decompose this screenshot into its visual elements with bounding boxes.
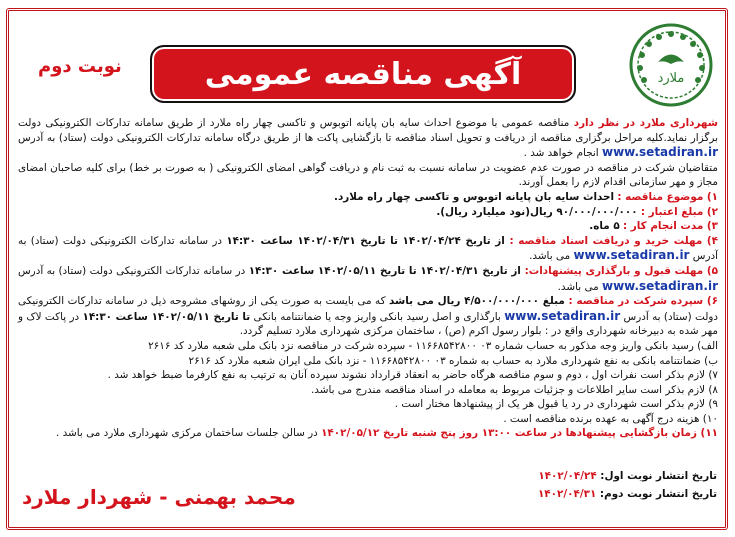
item4-url-link[interactable]: www.setadiran.ir xyxy=(573,248,690,263)
item6-amount: مبلغ ۴/۵۰۰/۰۰۰/۰۰۰ ریال می باشد xyxy=(389,295,569,308)
mayor-signature: محمد بهمنی - شهردار ملارد xyxy=(22,485,296,509)
item11-label: ۱۱) زمان بازگشایی پیشنهادها در ساعت ۱۳:۰۰ روز پنج شنبه تاریخ ۱۴۰۲/۰۵/۱۲ xyxy=(321,427,718,440)
item5-tail: می باشد. xyxy=(557,280,602,293)
item6-text2: بارگذاری و اصل رسید بانکی واریز وجه یا ضمانتنامه بانکی xyxy=(250,310,505,323)
intro-text: مناقصه عمومی با موضوع احداث سایه بان پایانه اتوبوس و تاکسی چهار راه ملارد از طریق سامانه تدارکات الکترونیکی دولت برگزار نماید.کلیه مراحل برگزاری مناقصه از دریافت و تحویل اسناد مناقصه تا بازگشایی پاکت ها از طریق درگاه سامانه تدارکات الکترونیکی دولت (ستاد) به آدرس xyxy=(18,117,718,144)
item6-label: ۶) سپرده شرکت در مناقصه : xyxy=(568,295,719,308)
item2-label: ۲) مبلغ اعتبار : xyxy=(640,205,718,218)
item5-url-link[interactable]: www.setadiran.ir xyxy=(601,278,718,293)
item-budget xyxy=(18,205,718,220)
logo-text: ملارد xyxy=(657,71,685,86)
item2-text: ۹۰/۰۰۰/۰۰۰/۰۰۰ ریال(نود میلیارد ریال). xyxy=(436,205,638,218)
item-purchase-deadline xyxy=(18,234,718,264)
item-deposit-b: ب) ضمانتنامه بانکی به نفع شهرداری ملارد به حساب به شماره ۰۳ ۱۱۶۶۸۵۴۲۸۰۰ - نزد بانک ملی ایران شعبه ملارد کد ۲۶۱۶ xyxy=(188,354,718,367)
item4-text: در سامانه تدارکات الکترونیکی دولت (ستاد) به آدرس xyxy=(18,234,718,263)
date2-label: تاریخ انتشار نوبت دوم: xyxy=(599,488,717,500)
item5-dates: از تاریخ ۱۴۰۲/۰۴/۳۱ تا تاریخ ۱۴۰۲/۰۵/۱۱ ساعت ۱۴:۳۰ xyxy=(248,264,525,277)
second-publication-date xyxy=(538,485,717,503)
title-banner xyxy=(150,45,576,103)
registration-note: متقاضیان شرکت در مناقصه در صورت عدم عضویت در سامانه نسبت به ثبت نام و دریافت گواهی امضای الکترونیکی ( به صورت بر خط) برای کلیه صاحبان امضای مجاز و مهر سازمانی اقدام لازم را بعمل آورند. xyxy=(18,161,718,189)
first-publication-date xyxy=(538,467,717,485)
item5-label: ۵) مهلت قبول و بارگذاری پیشنهادات: xyxy=(524,264,718,277)
item-subject xyxy=(18,190,718,205)
item4-tail: می باشد. xyxy=(529,250,574,263)
intro-tail: انجام خواهد شد . xyxy=(523,147,602,160)
item6-url-link[interactable]: www.setadiran.ir xyxy=(504,308,621,323)
item6-deadline: تا تاریخ ۱۴۰۲/۰۵/۱۱ ساعت ۱۴:۳۰ xyxy=(82,310,251,323)
item3-label: ۳) مدت انجام کار : xyxy=(623,220,718,233)
item-7: ۷) لازم بذکر است نفرات اول ، دوم و سوم مناقصه هرگاه حاضر به انعقاد قرارداد نشوند سپرده آنان به ترتیب به نفع کارفرما ضبط خواهد شد . xyxy=(107,369,718,382)
item5-text: در سامانه تدارکات الکترونیکی دولت (ستاد) به آدرس xyxy=(18,264,249,277)
item4-dates: از تاریخ ۱۴۰۲/۰۴/۲۴ تا تاریخ ۱۴۰۲/۰۴/۳۱ ساعت ۱۴:۳۰ xyxy=(226,234,510,247)
item6-text3: در پاکت لاک و مهر شده به دبیرخانه شهرداری واقع در : بلوار رسول اکرم (ص) ، ساختمان مرکزی شهرداری ملارد تسلیم گردد. xyxy=(18,310,718,338)
notice-title: آگهی مناقصه عمومی xyxy=(204,56,522,92)
intro-paragraph xyxy=(18,116,718,161)
date1-label: تاریخ انتشار نوبت اول: xyxy=(600,470,717,482)
item11-text: در سالن جلسات ساختمان مرکزی شهرداری ملارد می باشد . xyxy=(55,427,322,440)
item-9: ۹) لازم بذکر است شهرداری در رد یا قبول هر یک از پیشنهادها مختار است . xyxy=(394,398,718,411)
item1-label: ۱) موضوع مناقصه : xyxy=(617,190,718,203)
item1-text: احداث سایه بان پایانه اتوبوس و تاکسی چهار راه ملارد. xyxy=(334,190,615,203)
item-deposit xyxy=(18,294,718,339)
publication-dates xyxy=(538,467,717,503)
item-duration xyxy=(18,219,718,234)
item-8: ۸) لازم بذکر است سایر اطلاعات و جزئیات مربوط به معامله در اسناد مناقصه مندرج می باشد. xyxy=(310,383,718,396)
intro-lead: شهرداری ملارد در نظر دارد xyxy=(573,117,718,129)
item3-text: ۵ ماه. xyxy=(589,220,620,233)
item-deposit-a: الف) رسید بانکی واریز وجه مذکور به حساب شماره ۰۳ ۱۱۶۶۸۵۴۲۸۰۰ - سپرده شرکت در مناقصه نزد بانک ملی شعبه ملارد کد ۲۶۱۶ xyxy=(148,339,718,352)
publication-round: نوبت دوم xyxy=(38,56,122,77)
item-10: ۱۰) هزینه درج آگهی به عهده برنده مناقصه است . xyxy=(503,412,718,425)
date2-value: ۱۴۰۲/۰۴/۳۱ xyxy=(537,488,597,500)
item6-text: که می بایست به صورت یکی از روشهای مشروحه ذیل در سامانه تدارکات الکترونیکی دولت (ستاد) به آدرس xyxy=(18,295,719,323)
item-submission-deadline xyxy=(18,264,718,294)
date1-value: ۱۴۰۲/۰۴/۲۴ xyxy=(538,470,597,482)
intro-url-link[interactable]: www.setadiran.ir xyxy=(601,145,718,160)
notice-body xyxy=(18,116,718,441)
municipality-logo-icon xyxy=(628,22,714,108)
item4-label: ۴) مهلت خرید و دریافت اسناد مناقصه : xyxy=(509,234,719,247)
item-11 xyxy=(18,426,718,441)
